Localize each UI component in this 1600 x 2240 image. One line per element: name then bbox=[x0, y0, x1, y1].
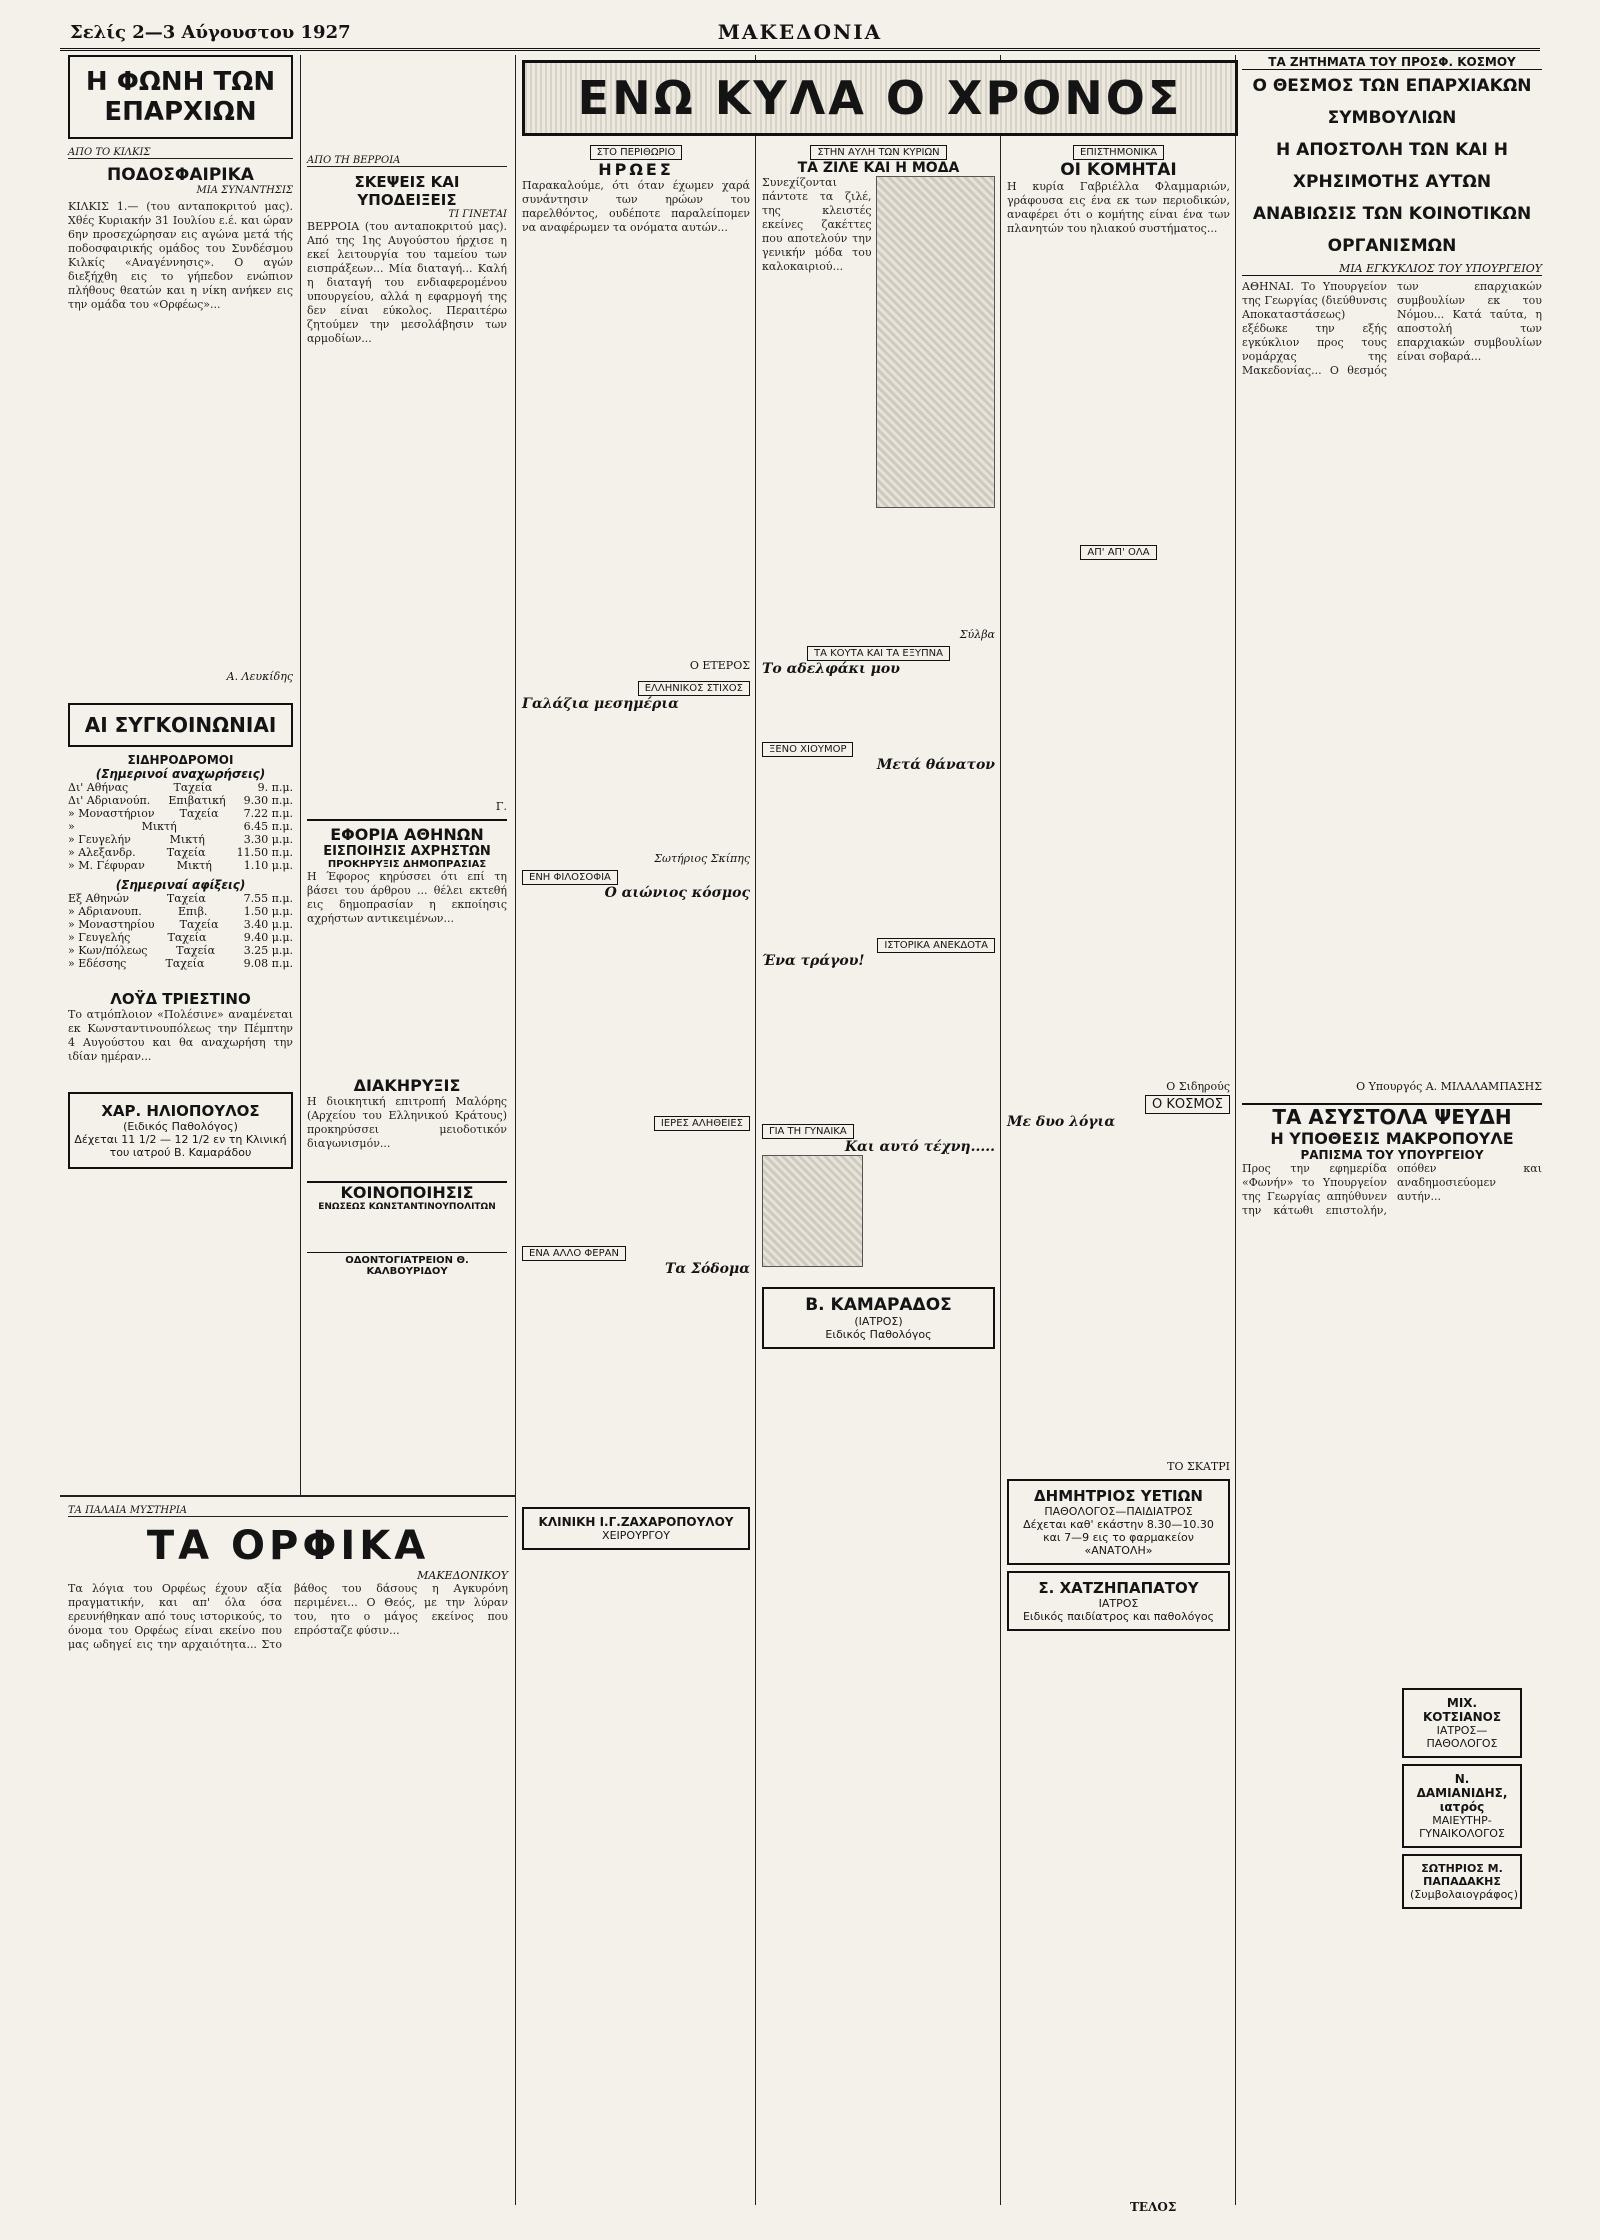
train-row bbox=[68, 794, 293, 807]
train-type: Ταχεία bbox=[166, 892, 206, 905]
train-dest: » Αλεξανδρ. bbox=[68, 846, 136, 859]
doctor-ad bbox=[762, 1287, 995, 1349]
news-headline: ΤΑ ΑΣΥΣΤΟΛΑ ΨΕΥΔΗ bbox=[1242, 1103, 1542, 1129]
doctor-spec: ΜΑΙΕΥΤΗΡ-ΓΥΝΑΙΚΟΛΟΓΟΣ bbox=[1419, 1814, 1505, 1840]
train-dest: » Γευγελής bbox=[68, 931, 131, 944]
doctor-name: Σ. ΧΑΤΖΗΠΑΠΑΤΟΥ bbox=[1038, 1579, 1199, 1597]
train-row bbox=[68, 781, 293, 794]
notice-sub: ΕΝΩΣΕΩΣ ΚΩΝΣΤΑΝΤΙΝΟΥΠΟΛΙΤΩΝ bbox=[318, 1202, 496, 1212]
lloyd-header: ΛΟΫΔ ΤΡΙΕΣΤΙΝΟ bbox=[110, 990, 251, 1008]
article-body-2 bbox=[762, 508, 995, 628]
column-rule bbox=[300, 55, 301, 1495]
article-body-4 bbox=[522, 1277, 750, 1507]
section-tab-wrap bbox=[762, 641, 995, 661]
train-time: 3.30 μ.μ. bbox=[243, 833, 293, 846]
doctor-spec: (ΙΑΤΡΟΣ) bbox=[854, 1315, 903, 1328]
train-time: 1.10 μ.μ. bbox=[243, 859, 293, 872]
article-body-6 bbox=[867, 1155, 995, 1265]
kicker: ΤΑ ΠΑΛΑΙΑ ΜΥΣΤΗΡΙΑ bbox=[68, 1505, 508, 1517]
doctor-name: ΧΑΡ. ΗΛΙΟΠΟΥΛΟΣ bbox=[101, 1102, 260, 1120]
train-row bbox=[68, 905, 293, 918]
kicker: ΑΠΟ ΤΟ ΚΙΛΚΙΣ bbox=[68, 147, 293, 159]
tax-office-body: Η Έφορος κηρύσσει ότι επί τη βάσει του άρθρου ... θέλει εκτεθή εις δημοπρασίαν η εκποίησις αχρήστων αντικειμένων... bbox=[307, 870, 507, 925]
train-dest: » Αδριανουπ. bbox=[68, 905, 142, 918]
article-body: Παρακαλούμε, ότι όταν έχωμεν χαρά συνάντησιν των ηρώων του παρελθόντος, ουδέποτε παραλείπομεν να αναφέρωμεν τα ονόματα αυτών... bbox=[522, 179, 750, 234]
section-tab-wrap bbox=[522, 140, 750, 160]
section-tab-wrap bbox=[522, 1111, 750, 1131]
doctor-ad bbox=[1402, 1688, 1522, 1758]
rail-header: ΣΙΔΗΡΟΔΡΟΜΟΙ bbox=[127, 753, 234, 767]
train-time: 9.30 π.μ. bbox=[243, 794, 293, 807]
train-time: 6.45 π.μ. bbox=[243, 820, 293, 833]
train-row bbox=[68, 859, 293, 872]
doctor-spec: (Ειδικός Παθολόγος) bbox=[123, 1120, 238, 1133]
article-subtitle: ΜΙΑ ΣΥΝΑΝΤΗΣΙΣ bbox=[196, 185, 293, 196]
notary-spec: (Συμβολαιογράφος) bbox=[1410, 1888, 1519, 1901]
train-dest: » Μοναστηρίου bbox=[68, 918, 155, 931]
train-row bbox=[68, 892, 293, 905]
article-subtitle: ΤΙ ΓΙΝΕΤΑΙ bbox=[448, 209, 507, 220]
train-dest: » Μοναστήριον bbox=[68, 807, 155, 820]
notice-body bbox=[307, 1212, 507, 1252]
train-time: 7.22 π.μ. bbox=[243, 807, 293, 820]
article-body: ΑΘΗΝΑΙ. Το Υπουργείον της Γεωργίας (διεύθυνσις Αποκαταστάσεως) εξέδωκε την εξής εγκύκλιον προς τους νομάρχας της Μακεδονίας... Ο θεσμός των επαρχιακών συμβουλίων εκ του Νόμου... Κατά ταύτα, η αποστολή των επαρχιακών συμβουλίων είναι σοβαρά... bbox=[1242, 280, 1542, 377]
doctor-spec: ΙΑΤΡΟΣ bbox=[1098, 1597, 1139, 1610]
section-tab-wrap bbox=[762, 1119, 995, 1139]
doctor-line: Ειδικός Παθολόγος bbox=[825, 1328, 932, 1341]
issue-date: Σελίς 2—3 Αύγουστου 1927 bbox=[70, 22, 351, 43]
column-science bbox=[1007, 140, 1230, 1623]
article-title: Μετά θάνατον bbox=[876, 757, 995, 773]
byline: Ο Υπουργός Α. ΜΙΛΑΛΑΜΠΑΣΗΣ bbox=[1356, 1080, 1542, 1093]
article-title: Τα Σόδομα bbox=[665, 1261, 750, 1277]
train-time: 1.50 μ.μ. bbox=[243, 905, 293, 918]
section-tab: ΕΝΑ ΑΛΛΟ ΦΕΡΑΝ bbox=[522, 1246, 626, 1261]
feature-title: ΤΑ ΟΡΦΙΚΑ bbox=[146, 1523, 430, 1569]
train-row bbox=[68, 833, 293, 846]
doctor-spec: ΙΑΤΡΟΣ—ΠΑΘΟΛΟΓΟΣ bbox=[1426, 1724, 1498, 1750]
doctor-name: ΜΙΧ. ΚΟΤΣΙΑΝΟΣ bbox=[1422, 1696, 1502, 1724]
section-tab: ΣΤΟ ΠΕΡΙΘΩΡΙΟ bbox=[590, 145, 683, 160]
column-provinces bbox=[68, 55, 293, 1490]
beauty-block bbox=[762, 1155, 995, 1267]
article-body: ΚΙΛΚΙΣ 1.— (του ανταποκριτού μας). Χθές Κυριακήν 31 Ιουλίου ε.έ. και ώραν 6ην προσεχώρησαν εις αγώνα μετά τής ποδοσφαιρικής ομάδος του Συνδέσμου Κιλκίς «Αναγέννησις». Ο αγών διεξήχθη εις το γήπεδον ενώπιον πλήθους θεατών και η νίκη ανήκεν εις την ομάδα του «Ορφέως»... bbox=[68, 200, 293, 311]
article-body-3 bbox=[762, 677, 995, 737]
section-tab: ΙΣΤΟΡΙΚΑ ΑΝΕΚΔΟΤΑ bbox=[877, 938, 995, 953]
section-tab: ΣΤΗΝ ΑΥΛΗ ΤΩΝ ΚΥΡΙΩΝ bbox=[810, 145, 946, 160]
train-row bbox=[68, 807, 293, 820]
article-title: Και αυτό τέχνη..... bbox=[844, 1139, 995, 1155]
banner bbox=[522, 60, 1238, 136]
train-dest: Δι' Αδριανούπ. bbox=[68, 794, 151, 807]
section-rule bbox=[60, 1495, 515, 1497]
doctor-ad bbox=[1007, 1571, 1230, 1631]
orphic-feature bbox=[68, 1505, 508, 2205]
train-type: Μικτή bbox=[176, 859, 212, 872]
train-row bbox=[68, 820, 293, 833]
subheadline: ΜΙΑ ΕΓΚΥΚΛΙΟΣ ΤΟΥ ΥΠΟΥΡΓΕΙΟΥ bbox=[1242, 262, 1542, 276]
article-title: ΣΚΕΨΕΙΣ ΚΑΙ ΥΠΟΔΕΙΞΕΙΣ bbox=[354, 173, 460, 209]
article-body-5 bbox=[762, 969, 995, 1119]
dentist-title: ΟΔΟΝΤΟΓΙΑΤΡΕΙΟΝ Θ. ΚΑΛΒΟΥΡΙΔΟΥ bbox=[307, 1252, 507, 1277]
banner-title: ΕΝΩ ΚΥΛΑ Ο ΧΡΟΝΟΣ bbox=[577, 71, 1183, 125]
train-type: Μικτή bbox=[169, 833, 205, 846]
news-body: Προς την εφημερίδα «Φωνήν» το Υπουργείον της Γεωργίας απηύθυνεν την κάτωθι επιστολήν, οπόθεν και αναδημοσιεύομεν αυτήν... bbox=[1242, 1162, 1542, 1217]
headline-3: ΑΝΑΒΙΩΣΙΣ ΤΩΝ ΚΟΙΝΟΤΙΚΩΝ ΟΡΓΑΝΙΣΜΩΝ bbox=[1252, 204, 1532, 256]
doctor-ad bbox=[1007, 1479, 1230, 1565]
article-body-3 bbox=[522, 1131, 750, 1241]
train-dest: » Μ. Γέφυραν bbox=[68, 859, 145, 872]
provinces-header: Η ΦΩΝΗ ΤΩΝ ΕΠΑΡΧΙΩΝ bbox=[68, 55, 293, 139]
doctor-name: Ν. ΔΑΜΙΑΝΙΔΗΣ, ιατρός bbox=[1416, 1772, 1508, 1814]
section-tab-wrap bbox=[1007, 540, 1230, 560]
departures-header: (Σημερινοί αναχωρήσεις) bbox=[95, 767, 266, 781]
train-type: Ταχεία bbox=[173, 781, 213, 794]
train-row bbox=[68, 918, 293, 931]
doctor-ad bbox=[1402, 1764, 1522, 1848]
train-type: Ταχεία bbox=[176, 944, 216, 957]
section-tab-wrap bbox=[762, 140, 995, 160]
train-row bbox=[68, 944, 293, 957]
column-margins bbox=[522, 140, 750, 1575]
train-row bbox=[68, 957, 293, 970]
train-time: 9.40 μ.μ. bbox=[243, 931, 293, 944]
section-tab-wrap bbox=[522, 676, 750, 696]
article-body-2 bbox=[522, 901, 750, 1111]
article-body: Η κυρία Γαβριέλλα Φλαμμαριών, γράφουσα εις ένα εκ των περιοδικών, αναφέρει ότι ο κομήτης είναι ένα των πλανητών του ηλιακού συστήματος... bbox=[1007, 180, 1230, 235]
train-dest: » bbox=[68, 820, 75, 833]
lloyd-text: Το ατμόπλοιον «Πολέσινε» αναμένεται εκ Κωνσταντινουπόλεως την Πέμπτην 4 Αυγούστου και θα αναχωρήση την ιδίαν ημέραν... bbox=[68, 1008, 293, 1063]
doctor-name: ΔΗΜΗΤΡΙΟΣ ΥΕΤΙΩΝ bbox=[1034, 1487, 1203, 1505]
article-title: Το αδελφάκι μου bbox=[762, 661, 900, 677]
train-time: 9.08 π.μ. bbox=[243, 957, 293, 970]
fashion-illustration bbox=[876, 176, 995, 508]
train-row bbox=[68, 931, 293, 944]
train-type: Ταχεία bbox=[167, 931, 207, 944]
section-tab: ΤΑ ΚΟΥΤΑ ΚΑΙ ΤΑ ΕΞΥΠΝΑ bbox=[807, 646, 950, 661]
section-tab-wrap bbox=[1007, 1093, 1230, 1114]
section-tab: ΑΠ' ΑΠ' ΟΛΑ bbox=[1080, 545, 1156, 560]
article-body-3 bbox=[1007, 1130, 1230, 1460]
poem-title: Γαλάζια μεσημέρια bbox=[522, 696, 679, 712]
doctor-line: Ειδικός παιδίατρος και παθολόγος bbox=[1022, 1610, 1215, 1623]
feature-end: ΤΕΛΟΣ bbox=[1130, 2200, 1177, 2214]
article-body: Συνεχίζονται πάντοτε τα ζιλέ, της κλειστές εκείνες ζακέττες που αποτελούν την γενικήν μόδα του καλοκαιριού... bbox=[762, 176, 872, 273]
doctor-ad bbox=[68, 1092, 293, 1169]
train-dest: » Εδέσσης bbox=[68, 957, 127, 970]
train-time: 9. π.μ. bbox=[257, 781, 293, 794]
headline-1: Ο ΘΕΣΜΟΣ ΤΩΝ ΕΠΑΡΧΙΑΚΩΝ ΣΥΜΒΟΥΛΙΩΝ bbox=[1252, 76, 1532, 128]
train-time: 11.50 π.μ. bbox=[236, 846, 293, 859]
notary-ad bbox=[1402, 1854, 1522, 1909]
byline: Α. Λευκίδης bbox=[226, 670, 293, 683]
timetable bbox=[68, 781, 293, 872]
byline: Ο Σιδηρούς bbox=[1166, 1080, 1230, 1093]
article-title: ΟΙ ΚΟΜΗΤΑΙ bbox=[1060, 160, 1177, 180]
doctor-name: Β. ΚΑΜΑΡΑΔΟΣ bbox=[805, 1295, 952, 1315]
doctor-spec: ΠΑΘΟΛΟΓΟΣ—ΠΑΙΔΙΑΤΡΟΣ bbox=[1044, 1505, 1193, 1518]
article-title: Με δυο λόγια bbox=[1007, 1114, 1116, 1130]
section-tab-wrap bbox=[762, 737, 995, 757]
feature-continuation bbox=[522, 1505, 992, 2195]
clinic-name: ΚΛΙΝΙΚΗ Ι.Γ.ΖΑΧΑΡΟΠΟΥΛΟΥ bbox=[538, 1515, 734, 1529]
kicker: ΑΠΟ ΤΗ ΒΕΡΡΟΙΑ bbox=[307, 155, 507, 167]
byline: Γ. bbox=[495, 800, 507, 813]
train-type: Ταχεία bbox=[165, 957, 205, 970]
section-tab-wrap bbox=[1007, 140, 1230, 160]
train-dest: Δι' Αθήνας bbox=[68, 781, 129, 794]
train-type: Ταχεία bbox=[179, 807, 219, 820]
train-type: Ταχεία bbox=[166, 846, 206, 859]
feature-author: ΜΑΚΕΔΟΝΙΚΟΥ bbox=[417, 1569, 508, 1582]
section-tab: ΞΕΝΟ ΧΙΟΥΜΟΡ bbox=[762, 742, 853, 757]
article-title: ΠΟΔΟΣΦΑΙΡΙΚΑ bbox=[107, 165, 254, 185]
section-tab: ΕΛΛΗΝΙΚΟΣ ΣΤΙΧΟΣ bbox=[638, 681, 750, 696]
train-dest: » Κων/πόλεως bbox=[68, 944, 148, 957]
article-title: Ο αιώνιος κόσμος bbox=[604, 885, 750, 901]
byline: Σύλβα bbox=[959, 628, 995, 641]
train-type: Μικτή bbox=[141, 820, 177, 833]
column-ladies bbox=[762, 140, 995, 1575]
declaration-body: Η διοικητική επιτροπή Μαλόρης (Αρχείου του Ελληνικού Κράτους) προκηρύσσει μειοδοτικόν διαγωνισμόν... bbox=[307, 1095, 507, 1150]
section-tab: ΕΝΗ ΦΙΛΟΣΟΦΙΑ bbox=[522, 870, 618, 885]
news-sub2: ΡΑΠΙΣΜΑ ΤΟΥ ΥΠΟΥΡΓΕΙΟΥ bbox=[1300, 1148, 1484, 1162]
timetable bbox=[68, 892, 293, 970]
article-title: ΗΡΩΕΣ bbox=[598, 160, 674, 179]
column-rule bbox=[515, 55, 516, 2205]
clinic-spec: ΧΕΙΡΟΥΡΓΟΥ bbox=[602, 1529, 670, 1542]
feature-body: Τα λόγια του Ορφέως έχουν αξία πραγματικήν, και απ' όλα όσα ερευνήθηκαν από τους ιστορικούς, το όνομα του Ορφέως είναι εκείνο που μας ωδηγεί εις την αρχαιότητα... Στο βάθος του δάσους η Αγκυρόνη περιμένει... Ο Θεός, με την λύραν του, ητο ο μάγος εκείνος που επρόσταζε φύσιν... bbox=[68, 1582, 508, 1651]
tax-office-title: ΕΦΟΡΙΑ ΑΘΗΝΩΝ bbox=[307, 819, 507, 844]
doctor-hours: Δέχεται καθ' εκάστην 8.30—10.30 και 7—9 εις το φαρμακείον «ΑΝΑΤΟΛΗ» bbox=[1023, 1518, 1214, 1557]
poem-body bbox=[522, 712, 750, 852]
news-sub: Η ΥΠΟΘΕΣΙΣ ΜΑΚΡΟΠΟΥΛΕ bbox=[1270, 1129, 1514, 1148]
woman-illustration bbox=[762, 1155, 863, 1267]
article-body: ΒΕΡΡΟΙΑ (του ανταποκριτού μας). Από της 1ης Αυγούστου ήρχισε η εκεί λειτουργία του ταμείου των εισπράξεων... Μία διαταγή... Καλή η διαταγή του ενδιαφερομένου υπουργείου, αλλά η εφαρμογή της δεν είναι εύκολος. Περαιτέρω ζητούμεν την μεσολάβησιν των αρμοδίων... bbox=[307, 220, 507, 345]
section-tab: Ο ΚΟΣΜΟΣ bbox=[1145, 1095, 1230, 1114]
arrivals-header: (Σημεριναί αφίξεις) bbox=[115, 878, 246, 892]
tax-office-sub: ΕΙΣΠΟΙΗΣΙΣ ΑΧΡΗΣΤΩΝ bbox=[323, 844, 491, 859]
byline: ΤΟ ΣΚΑΤΡΙ bbox=[1167, 1460, 1230, 1473]
train-type: Επιβ. bbox=[178, 905, 208, 918]
article-title: Ένα τράγου! bbox=[762, 953, 865, 969]
poet: Σωτήριος Σκίπης bbox=[654, 852, 750, 865]
column-verroia bbox=[307, 55, 507, 1490]
section-tab-wrap bbox=[762, 933, 995, 953]
section-tab: ΕΠΙΣΤΗΜΟΝΙΚΑ bbox=[1073, 145, 1164, 160]
train-time: 7.55 π.μ. bbox=[243, 892, 293, 905]
notice-title: ΚΟΙΝΟΠΟΙΗΣΙΣ bbox=[307, 1181, 507, 1202]
notary-name: ΣΩΤΗΡΙΟΣ Μ. ΠΑΠΑΔΑΚΗΣ bbox=[1421, 1862, 1503, 1888]
train-row bbox=[68, 846, 293, 859]
section-tab-wrap bbox=[522, 1241, 750, 1261]
declaration-title: ΔΙΑΚΗΡΥΞΙΣ bbox=[353, 1076, 461, 1095]
paper-name: ΜΑΚΕΔΟΝΙΑ bbox=[717, 20, 883, 44]
section-tab: ΙΕΡΕΣ ΑΛΗΘΕΙΕΣ bbox=[654, 1116, 750, 1131]
article-title: ΤΑ ΖΙΛΕ ΚΑΙ Η ΜΟΔΑ bbox=[797, 160, 960, 176]
fashion-block bbox=[762, 176, 995, 508]
train-dest: » Γευγελήν bbox=[68, 833, 131, 846]
tax-office-sub2: ΠΡΟΚΗΡΥΞΙΣ ΔΗΜΟΠΡΑΣΙΑΣ bbox=[327, 859, 487, 870]
article-body-2 bbox=[1007, 560, 1230, 1080]
column-councils bbox=[1242, 55, 1542, 2205]
kicker: ΤΑ ΖΗΤΗΜΑΤΑ ΤΟΥ ΠΡΟΣΦ. ΚΟΣΜΟΥ bbox=[1242, 55, 1542, 70]
train-dest: Εξ Αθηνών bbox=[68, 892, 130, 905]
section-tab: ΓΙΑ ΤΗ ΓΥΝΑΙΚΑ bbox=[762, 1124, 854, 1139]
train-time: 3.25 μ.μ. bbox=[243, 944, 293, 957]
train-time: 3.40 μ.μ. bbox=[243, 918, 293, 931]
byline: Ο ΕΤΕΡΟΣ bbox=[689, 659, 750, 672]
column-rule bbox=[1000, 55, 1001, 2205]
masthead bbox=[60, 18, 1540, 51]
headline-2: Η ΑΠΟΣΤΟΛΗ ΤΩΝ ΚΑΙ Η ΧΡΗΣΙΜΟΤΗΣ ΑΥΤΩΝ bbox=[1276, 140, 1508, 192]
communications-header: ΑΙ ΣΥΓΚΟΙΝΩΝΙΑΙ bbox=[68, 703, 293, 747]
doctor-hours: Δέχεται 11 1/2 — 12 1/2 εν τη Κλινική του ιατρού Β. Καμαράδου bbox=[74, 1133, 287, 1159]
train-type: Επιβατική bbox=[168, 794, 226, 807]
article-body-4 bbox=[762, 773, 995, 933]
train-type: Ταχεία bbox=[179, 918, 219, 931]
section-tab-wrap bbox=[522, 865, 750, 885]
column-rule bbox=[1235, 55, 1236, 2205]
